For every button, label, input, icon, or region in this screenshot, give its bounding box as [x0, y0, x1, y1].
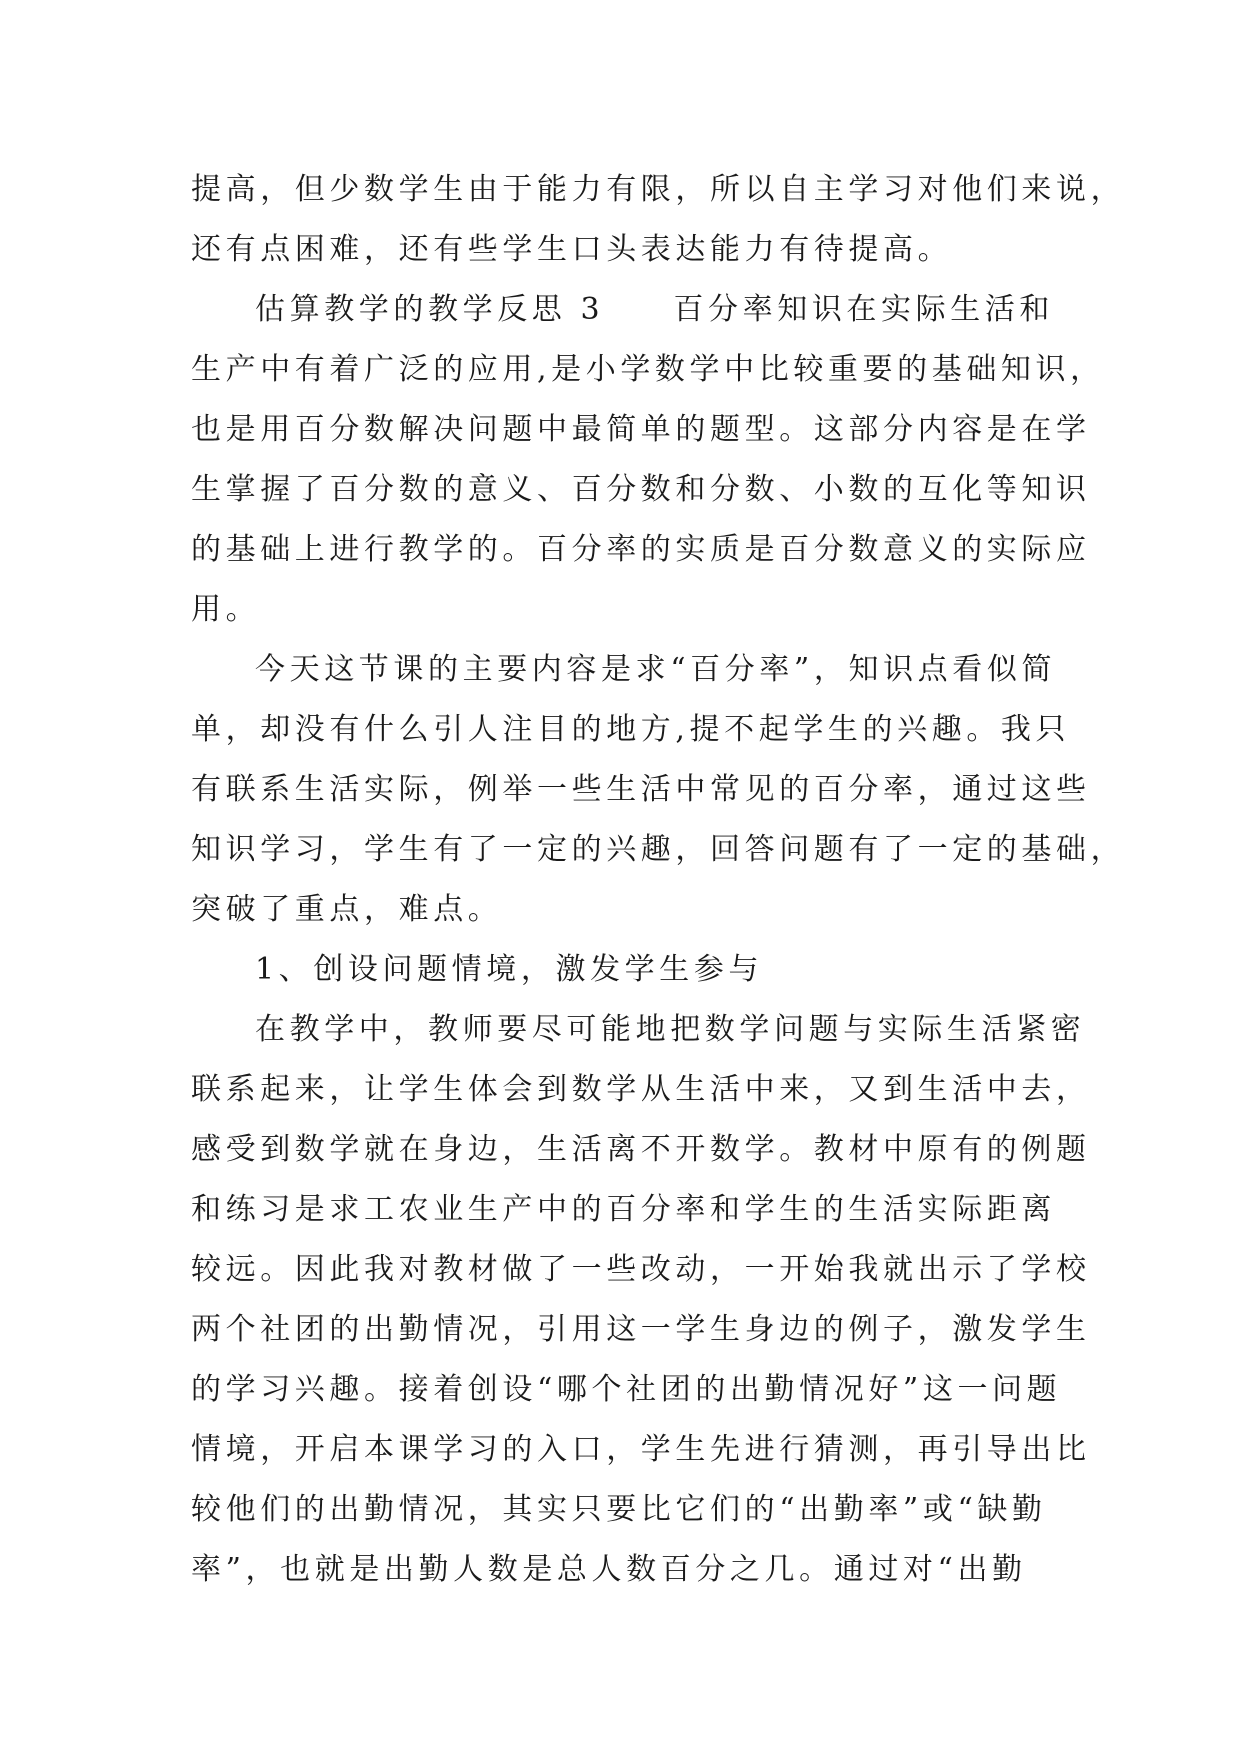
- text-line: 单，却没有什么引人注目的地方,提不起学生的兴趣。我只: [191, 712, 1071, 747]
- paragraph-start-line: 在教学中，教师要尽可能地把数学问题与实际生活紧密: [255, 1012, 1086, 1047]
- text-line: 情境，开启本课学习的入口，学生先进行猜测，再引导出比: [191, 1432, 1091, 1467]
- paragraph-start-line: 今天这节课的主要内容是求“百分率”，知识点看似简: [255, 652, 1057, 687]
- text-line: 生掌握了百分数的意义、百分数和分数、小数的互化等知识: [191, 472, 1091, 507]
- text-line: 还有点困难，还有些学生口头表达能力有待提高。: [191, 232, 953, 267]
- text-line: 用。: [191, 592, 261, 627]
- document-body: [191, 160, 1126, 1600]
- section-heading-line: 估算教学的教学反思 3 百分率知识在实际生活和: [255, 292, 1055, 327]
- text-line: 知识学习，学生有了一定的兴趣，回答问题有了一定的基础，: [191, 832, 1126, 867]
- text-line: 感受到数学就在身边，生活离不开数学。教材中原有的例题: [191, 1132, 1091, 1167]
- text-line: 也是用百分数解决问题中最简单的题型。这部分内容是在学: [191, 412, 1091, 447]
- text-line: 的学习兴趣。接着创设“哪个社团的出勤情况好”这一问题: [191, 1372, 1062, 1407]
- subheading-line: 1、创设问题情境，激发学生参与: [255, 952, 764, 987]
- text-line: 的基础上进行教学的。百分率的实质是百分数意义的实际应: [191, 532, 1091, 567]
- text-line: 和练习是求工农业生产中的百分率和学生的生活实际距离: [191, 1192, 1056, 1227]
- text-line: 有联系生活实际，例举一些生活中常见的百分率，通过这些: [191, 772, 1091, 807]
- text-line: 较他们的出勤情况，其实只要比它们的“出勤率”或“缺勤: [191, 1492, 1047, 1527]
- text-line: 突破了重点，难点。: [191, 892, 503, 927]
- text-line: 率”，也就是出勤人数是总人数百分之几。通过对“出勤: [191, 1552, 1027, 1587]
- text-line: 生产中有着广泛的应用,是小学数学中比较重要的基础知识，: [191, 352, 1105, 387]
- text-line: 提高，但少数学生由于能力有限，所以自主学习对他们来说，: [191, 172, 1126, 207]
- text-line: 两个社团的出勤情况，引用这一学生身边的例子，激发学生: [191, 1312, 1091, 1347]
- text-line: 较远。因此我对教材做了一些改动，一开始我就出示了学校: [191, 1252, 1091, 1287]
- text-line: 联系起来，让学生体会到数学从生活中来，又到生活中去，: [191, 1072, 1091, 1107]
